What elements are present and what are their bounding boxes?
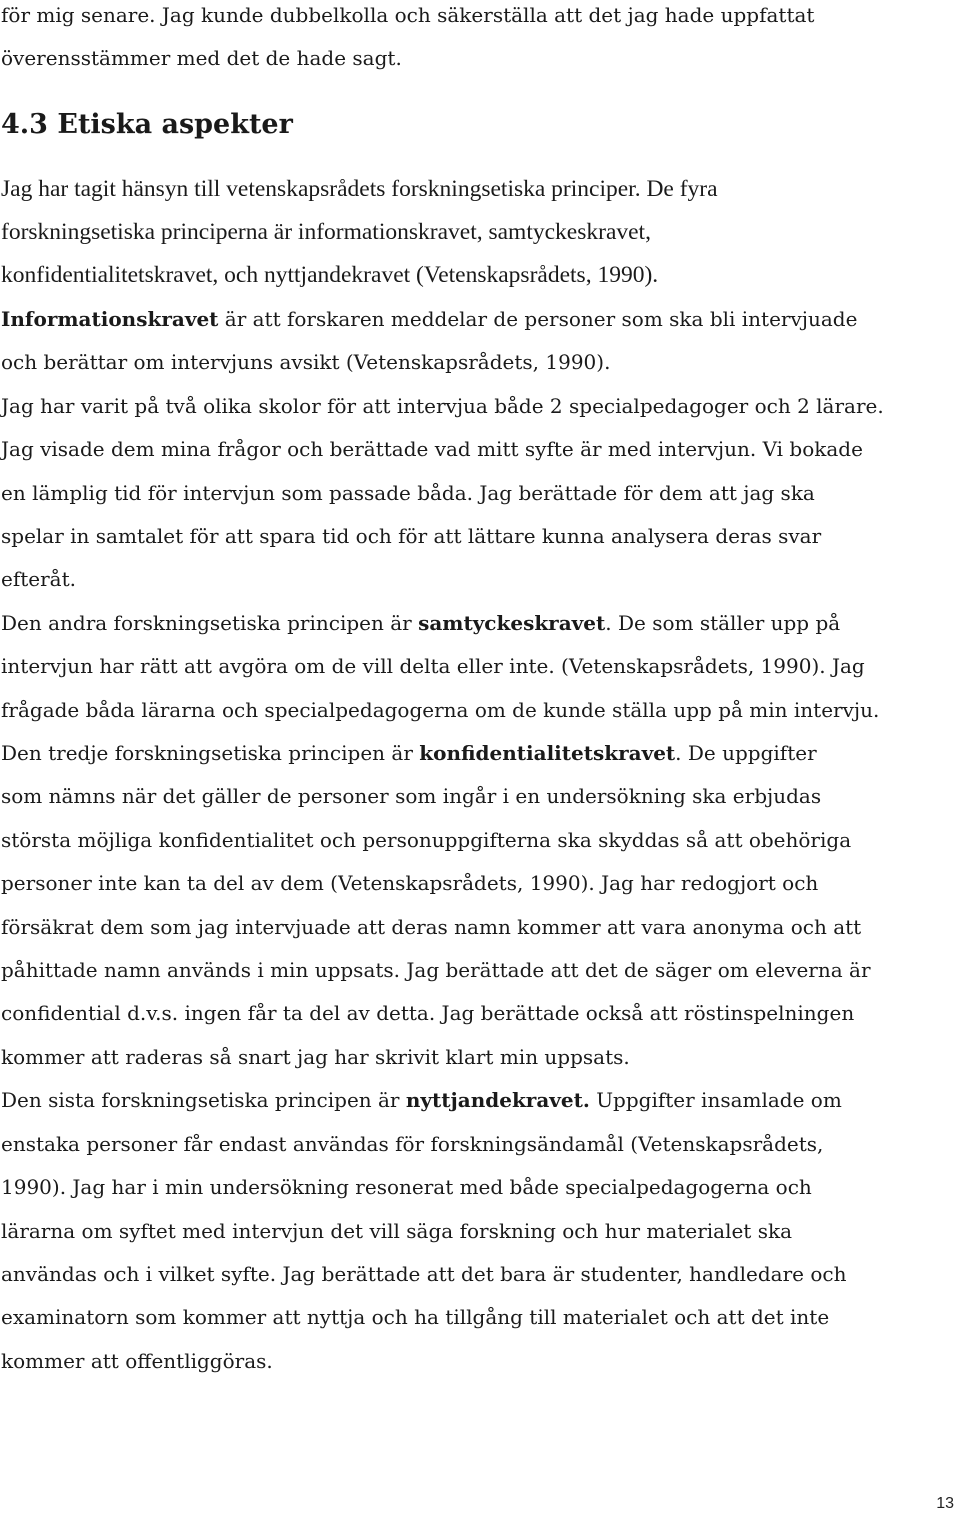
p3-line-7: confidential d.v.s. ingen får ta del av detta. Jag berättade också att röstinspelningen: [1, 1001, 855, 1025]
p2-line-2: intervjun har rätt att avgöra om de vill delta eller inte. (Vetenskapsrådets, 1990). Jag: [1, 654, 865, 678]
p4-line-1-pre: Den sista forskningsetiska principen är: [1, 1088, 406, 1112]
p4-line-7: kommer att offentliggöras.: [1, 1349, 273, 1373]
p1-line-4-rest: är att forskaren meddelar de personer som ska bli intervjuade: [218, 307, 858, 331]
p3-line-1-post: . De uppgifter: [675, 741, 817, 765]
p4-line-1: [1, 1086, 842, 1114]
p2-line-3: frågade båda lärarna och specialpedagogerna om de kunde ställa upp på min intervju.: [1, 698, 880, 722]
p3-line-2: som nämns när det gäller de personer som ingår i en undersökning ska erbjudas: [1, 784, 822, 808]
p4-line-1-post: Uppgifter insamlade om: [589, 1088, 842, 1112]
p1-line-2: forskningsetiska principerna är informationskravet, samtyckeskravet,: [1, 219, 651, 245]
p1-line-6: Jag har varit på två olika skolor för att intervjua både 2 specialpedagoger och 2 lärare.: [1, 394, 884, 418]
p1-line-8: en lämplig tid för intervjun som passade båda. Jag berättade för dem att jag ska: [1, 481, 815, 505]
term-konfidentialitetskravet: konfidentialitetskravet: [419, 741, 676, 765]
p3-line-3: största möjliga konfidentialitet och personuppgifterna ska skyddas så att obehöriga: [1, 828, 852, 852]
p3-line-1-pre: Den tredje forskningsetiska principen är: [1, 741, 420, 765]
intro-line-2: överensstämmer med det de hade sagt.: [1, 46, 402, 70]
p1-line-10: efteråt.: [1, 567, 76, 591]
p4-line-2: enstaka personer får endast användas för forskningsändamål (Vetenskapsrådets,: [1, 1132, 824, 1156]
p1-line-1a: Jag har tagit hänsyn till vetenskapsrådets forskningsetiska principer.: [1, 176, 641, 202]
p2-line-1-post: . De som ställer upp på: [605, 611, 841, 635]
p4-line-5: användas och i vilket syfte. Jag berättade att det bara är studenter, handledare och: [1, 1262, 847, 1286]
p2-line-1-pre: Den andra forskningsetiska principen är: [1, 611, 419, 635]
p4-line-6: examinatorn som kommer att nyttja och ha tillgång till materialet och att det inte: [1, 1305, 830, 1329]
p4-line-3: 1990). Jag har i min undersökning resonerat med både specialpedagogerna och: [1, 1175, 812, 1199]
p4-line-4: lärarna om syftet med intervjun det vill säga forskning och hur materialet ska: [1, 1219, 793, 1243]
p1-line-1: [1, 175, 718, 203]
p1-line-1b: De fyra: [640, 176, 718, 202]
p3-line-4: personer inte kan ta del av dem (Vetenskapsrådets, 1990). Jag har redogjort och: [1, 871, 819, 895]
term-samtyckeskravet: samtyckeskravet: [418, 611, 606, 635]
section-heading: 4.3 Etiska aspekter: [1, 109, 293, 140]
p3-line-8: kommer att raderas så snart jag har skrivit klart min uppsats.: [1, 1045, 630, 1069]
p1-line-4: [1, 305, 857, 333]
p1-line-3: konfidentialitetskravet, och nyttjandekravet (Vetenskapsrådets, 1990).: [1, 262, 659, 288]
p1-line-5: och berättar om intervjuns avsikt (Vetenskapsrådets, 1990).: [1, 350, 611, 374]
p3-line-5: försäkrat dem som jag intervjuade att deras namn kommer att vara anonyma och att: [1, 915, 862, 939]
p3-line-1: [1, 739, 817, 767]
page-number: 13: [936, 1495, 954, 1512]
intro-line-1: för mig senare. Jag kunde dubbelkolla och säkerställa att det jag hade uppfattat: [1, 3, 815, 27]
p2-line-1: [1, 609, 840, 637]
p1-line-9: spelar in samtalet för att spara tid och för att lättare kunna analysera deras svar: [1, 524, 822, 548]
p1-line-7: Jag visade dem mina frågor och berättade vad mitt syfte är med intervjun. Vi bokade: [1, 437, 863, 461]
term-informationskravet: Informationskravet: [1, 307, 219, 331]
p3-line-6: påhittade namn används i min uppsats. Jag berättade att det de säger om eleverna är: [1, 958, 871, 982]
term-nyttjandekravet: nyttjandekravet.: [405, 1088, 590, 1112]
